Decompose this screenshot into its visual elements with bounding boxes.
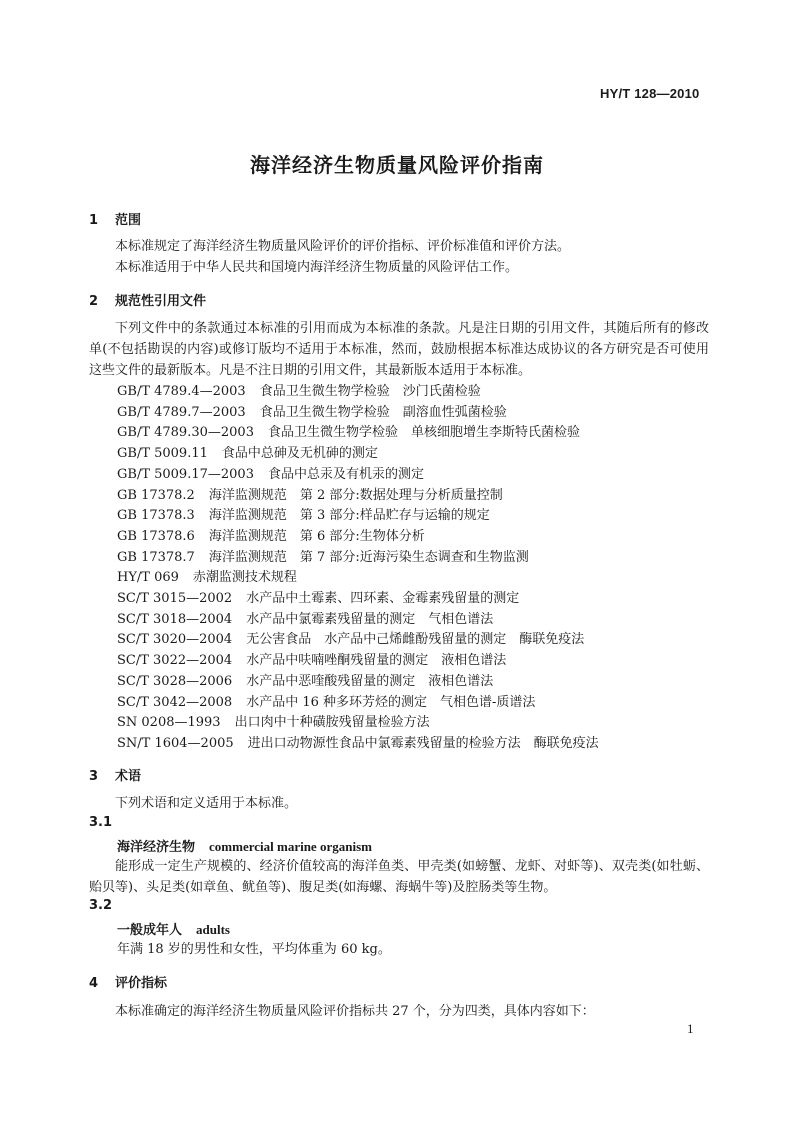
- reference-code: GB 17378.6: [117, 528, 195, 544]
- reference-item: [117, 444, 599, 465]
- reference-item: [117, 693, 599, 714]
- page-number: 1: [687, 1021, 694, 1036]
- reference-item: [117, 734, 599, 755]
- reference-code: GB/T 4789.30—2003: [117, 425, 254, 441]
- reference-item: [117, 548, 599, 569]
- reference-code: SC/T 3018—2004: [117, 611, 233, 627]
- section-4-paragraph-1: 本标准确定的海洋经济生物质量风险评价指标共 27 个，分为四类，具体内容如下：: [115, 1004, 595, 1019]
- reference-code: SC/T 3042—2008: [117, 694, 233, 710]
- section-title: 评价指标: [115, 976, 168, 991]
- reference-item: [117, 527, 599, 548]
- section-number: 2: [89, 294, 99, 309]
- reference-title: 食品卫生微生物学检验 副溶血性弧菌检验: [259, 404, 507, 420]
- term-3-2-name: [117, 919, 230, 938]
- reference-title: 食品卫生微生物学检验 沙门氏菌检验: [259, 384, 481, 399]
- section-2-heading: [89, 290, 206, 309]
- section-1-paragraph-1: 本标准规定了海洋经济生物质量风险评价的评价指标、评价标准值和评价方法。: [115, 239, 571, 254]
- section-3-intro: 下列术语和定义适用于本标准。: [115, 796, 298, 811]
- reference-title: 水产品中 16 种多环芳烃的测定 气相色谱-质谱法: [246, 694, 536, 710]
- reference-item: [117, 651, 599, 672]
- reference-title: 进出口动物源性食品中氯霉素残留量的检验方法 酶联免疫法: [247, 735, 599, 751]
- section-1-paragraph-2: 本标准适用于中华人民共和国境内海洋经济生物质量的风险评估工作。: [115, 260, 519, 275]
- reference-title: 海洋监测规范 第 7 部分:近海污染生态调查和生物监测: [208, 549, 529, 565]
- reference-title: 水产品中呋喃唑酮残留量的测定 液相色谱法: [246, 653, 507, 669]
- term-3-1-definition: 能形成一定生产规模的、经济价值较高的海洋鱼类、甲壳类(如螃蟹、龙虾、对虾等)、双壳类(如牡蛎、贻贝等)、头足类(如章鱼、鱿鱼等)、腹足类(如海螺、海蜗牛等)及腔肠类等生物。: [89, 859, 709, 895]
- reference-title: 食品卫生微生物学检验 单核细胞增生李斯特氏菌检验: [267, 425, 580, 441]
- reference-code: HY/T 069: [117, 570, 179, 586]
- section-3-heading: [89, 765, 141, 784]
- reference-title: 赤潮监测技术规程: [192, 570, 297, 586]
- term-3-1-name: [117, 836, 372, 855]
- document-title: 海洋经济生物质量风险评价指南: [250, 153, 544, 177]
- reference-item: [117, 568, 599, 589]
- section-number: 4: [89, 976, 99, 991]
- reference-title: 食品中总砷及无机砷的测定: [221, 446, 378, 462]
- reference-code: GB 17378.2: [117, 487, 195, 503]
- reference-item: [117, 506, 599, 527]
- reference-title: 海洋监测规范 第 2 部分:数据处理与分析质量控制: [208, 487, 503, 503]
- reference-title: 无公害食品 水产品中己烯雌酚残留量的测定 酶联免疫法: [246, 632, 585, 648]
- reference-code: SC/T 3028—2006: [117, 673, 233, 689]
- term-3-2-number: 3.2: [89, 898, 113, 913]
- section-2-intro: 下列文件中的条款通过本标准的引用而成为本标准的条款。凡是注日期的引用文件，其随后所有的修改单(不包括勘误的内容)或修订版均不适用于本标准，然而，鼓励根据本标准达成协议的各方研究是否可使用这些文件的最新版本。凡是不注日期的引用文件，其最新版本适用于本标准。: [89, 321, 709, 378]
- section-number: 3: [89, 769, 99, 784]
- section-1-heading: [89, 209, 141, 228]
- reference-item: [117, 630, 599, 651]
- term-chinese: 一般成年人: [117, 923, 183, 938]
- reference-code: SC/T 3022—2004: [117, 653, 233, 669]
- reference-code: GB 17378.3: [117, 508, 195, 524]
- reference-title: 海洋监测规范 第 3 部分:样品贮存与运输的规定: [208, 508, 490, 524]
- reference-item: [117, 465, 599, 486]
- section-4-heading: [89, 972, 167, 991]
- reference-list: [117, 382, 599, 755]
- reference-code: GB/T 5009.17—2003: [117, 466, 254, 482]
- reference-title: 水产品中氯霉素残留量的测定 气相色谱法: [246, 611, 494, 627]
- section-title: 范围: [115, 213, 142, 228]
- reference-code: SN/T 1604—2005: [117, 735, 234, 751]
- term-3-2-definition: 年满 18 岁的男性和女性，平均体重为 60 kg。: [117, 942, 391, 957]
- reference-title: 水产品中土霉素、四环素、金霉素残留量的测定: [246, 591, 520, 607]
- reference-item: [117, 589, 599, 610]
- standard-code: HY/T 128—2010: [600, 86, 700, 101]
- reference-item: [117, 486, 599, 507]
- section-title: 规范性引用文件: [115, 294, 207, 309]
- reference-title: 海洋监测规范 第 6 部分:生物体分析: [208, 528, 425, 544]
- reference-code: GB 17378.7: [117, 549, 195, 565]
- reference-title: 出口肉中十种磺胺残留量检验方法: [234, 715, 430, 731]
- section-title: 术语: [115, 769, 142, 784]
- reference-code: GB/T 4789.4—2003: [117, 384, 246, 399]
- reference-item: [117, 610, 599, 631]
- reference-item: [117, 403, 599, 424]
- term-3-1-number: 3.1: [89, 815, 113, 830]
- term-chinese: 海洋经济生物: [117, 840, 196, 855]
- section-number: 1: [89, 213, 99, 228]
- reference-code: SN 0208—1993: [117, 715, 221, 731]
- reference-item: [117, 713, 599, 734]
- reference-title: 食品中总汞及有机汞的测定: [267, 466, 424, 482]
- reference-item: [117, 423, 599, 444]
- reference-title: 水产品中恶喹酸残留量的测定 液相色谱法: [246, 673, 494, 689]
- term-english: commercial marine organism: [209, 839, 372, 854]
- reference-code: SC/T 3015—2002: [117, 591, 233, 607]
- reference-code: GB/T 4789.7—2003: [117, 404, 246, 420]
- reference-code: GB/T 5009.11: [117, 446, 208, 462]
- term-english: adults: [196, 922, 230, 937]
- reference-item: [117, 672, 599, 693]
- reference-code: SC/T 3020—2004: [117, 632, 233, 648]
- reference-item: [117, 382, 599, 403]
